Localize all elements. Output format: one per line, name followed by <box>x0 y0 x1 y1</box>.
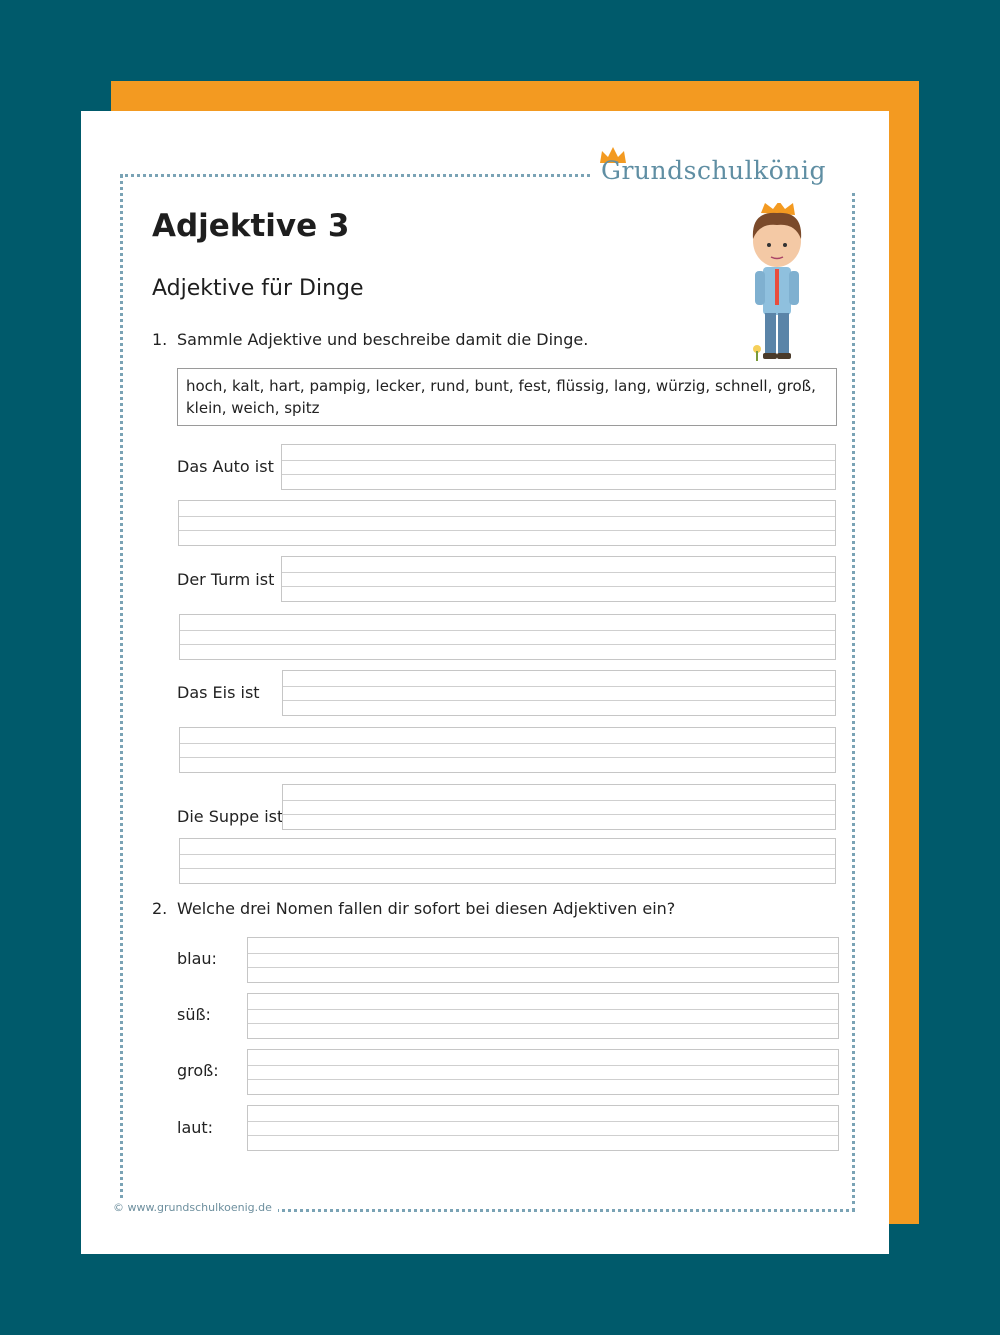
writing-lines[interactable] <box>179 614 836 660</box>
task-1-instruction: Sammle Adjektive und beschreibe damit die Dinge. <box>177 330 589 349</box>
writing-lines[interactable] <box>282 784 836 830</box>
brand-logo <box>601 151 861 191</box>
writing-lines[interactable] <box>247 993 839 1039</box>
row-label-auto: Das Auto ist <box>177 457 274 476</box>
task-1 <box>152 330 588 349</box>
brand-name: Grundschulkönig <box>601 156 826 185</box>
task-2-instruction: Welche drei Nomen fallen dir sofort bei diesen Adjektiven ein? <box>177 899 676 918</box>
row-label-blau: blau: <box>177 949 217 968</box>
writing-lines[interactable] <box>282 670 836 716</box>
row-label-gross: groß: <box>177 1061 219 1080</box>
boy-illustration <box>737 203 817 363</box>
writing-lines[interactable] <box>247 1105 839 1151</box>
page-subtitle: Adjektive für Dinge <box>152 276 364 301</box>
row-label-suppe: Die Suppe ist <box>177 807 284 826</box>
writing-lines[interactable] <box>179 838 836 884</box>
word-bank-box: hoch, kalt, hart, pampig, lecker, rund, bunt, fest, flüssig, lang, würzig, schnell, groß, klein, weich, spitz <box>177 368 837 426</box>
row-label-suess: süß: <box>177 1005 211 1024</box>
row-label-eis: Das Eis ist <box>177 683 260 702</box>
task-1-number: 1. <box>152 330 168 349</box>
writing-lines[interactable] <box>281 444 836 490</box>
writing-lines[interactable] <box>179 727 836 773</box>
writing-lines[interactable] <box>178 500 836 546</box>
writing-lines[interactable] <box>247 1049 839 1095</box>
row-label-turm: Der Turm ist <box>177 570 275 589</box>
task-2 <box>152 899 675 918</box>
task-2-number: 2. <box>152 899 168 918</box>
writing-lines[interactable] <box>281 556 836 602</box>
writing-lines[interactable] <box>247 937 839 983</box>
worksheet-page <box>81 111 889 1254</box>
footer-copyright: © www.grundschulkoenig.de <box>113 1201 278 1214</box>
row-label-laut: laut: <box>177 1118 214 1137</box>
dotted-frame-top <box>120 174 590 177</box>
page-title: Adjektive 3 <box>152 208 350 244</box>
